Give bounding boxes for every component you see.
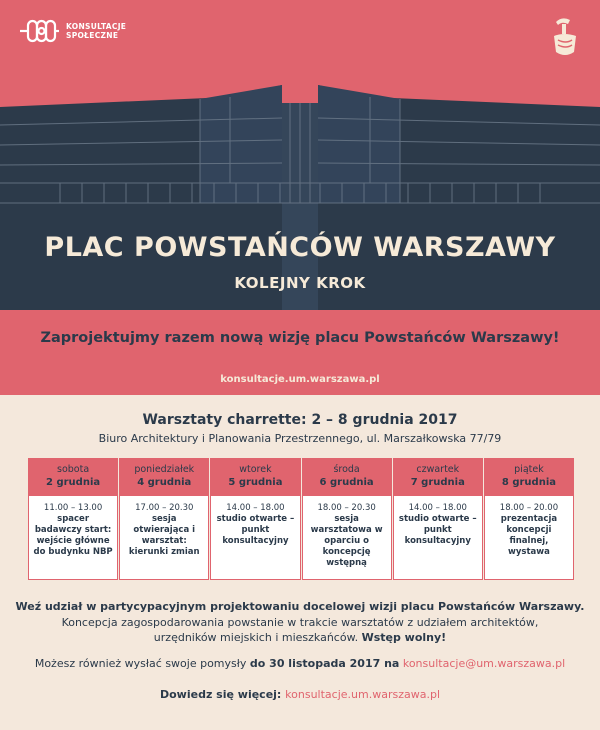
schedule-time: 14.00 – 18.00 [408, 503, 467, 513]
schedule-column-body [484, 496, 574, 580]
info-body-line-2: urzędników miejskich i mieszkańców. [153, 631, 359, 644]
schedule-day: piątek [514, 464, 544, 475]
schedule-time: 14.00 – 18.00 [226, 503, 285, 513]
logo [18, 18, 126, 44]
schedule-description: spacer badawczy start: wejście główne do budynku NBP [33, 514, 113, 557]
free-entry-text: Wstęp wolny! [361, 631, 447, 644]
page-title: PLAC POWSTAŃCÓW WARSZAWY [44, 232, 556, 263]
schedule-column [119, 458, 210, 580]
schedule-column-head [28, 458, 118, 496]
schedule-column-body [393, 496, 483, 580]
page-subtitle: KOLEJNY KROK [234, 274, 366, 292]
schedule-date: 4 grudnia [137, 477, 192, 488]
schedule-day: poniedziałek [134, 464, 195, 475]
email-link[interactable]: konsultacje@um.warszawa.pl [402, 657, 566, 670]
schedule-time: 18.00 – 20.30 [317, 503, 376, 513]
konsultacje-logo-icon [18, 18, 60, 44]
schedule-description: studio otwarte – punkt konsultacyjny [398, 514, 477, 546]
more-info [0, 688, 600, 701]
schedule-description: studio otwarte – punkt konsultacyjny [216, 514, 295, 546]
schedule-column-body [28, 496, 118, 580]
schedule-description: sesja warsztatowa w oparciu o koncepcję wstępną [310, 514, 383, 568]
schedule-date: 8 grudnia [501, 477, 556, 488]
schedule-column-head [302, 458, 392, 496]
schedule-column-head [393, 458, 483, 496]
schedule-day: sobota [57, 464, 90, 475]
schedule-column-body [119, 496, 209, 580]
send-ideas [0, 657, 600, 670]
schedule-day: środa [333, 464, 360, 475]
schedule-column-head [119, 458, 209, 496]
logo-line-2: SPOŁECZNE [66, 31, 119, 40]
schedule-description: prezentacja koncepcji finalnej, wystawa [500, 514, 558, 557]
schedule-column [484, 458, 574, 580]
workshop-title: Warsztaty charrette: 2 – 8 grudnia 2017 [142, 412, 458, 428]
send-prefix: Możesz również wysłać swoje pomysły [34, 657, 247, 670]
schedule-day: czwartek [416, 464, 460, 475]
schedule-time: 11.00 – 13.00 [43, 503, 103, 513]
info-headline: Weź udział w partycypacyjnym projektowaniu docelowej wizji placu Powstańców Warszawy. [15, 600, 585, 613]
workshop-place: Biuro Architektury i Planowania Przestrzennego, ul. Marszałkowska 77/79 [98, 432, 502, 445]
website-link-top[interactable]: konsultacje.um.warszawa.pl [220, 374, 380, 385]
info-body-line-1: Koncepcja zagospodarowania powstanie w trakcie warsztatów z udziałem architektów, [61, 616, 539, 629]
schedule-date: 7 grudnia [410, 477, 465, 488]
schedule-column [28, 458, 119, 580]
schedule-date: 2 grudnia [46, 477, 101, 488]
schedule-column-body [210, 496, 300, 580]
schedule-column-head [210, 458, 300, 496]
website-link-bottom[interactable]: konsultacje.um.warszawa.pl [285, 688, 440, 701]
schedule-time: 18.00 – 20.00 [499, 503, 559, 513]
schedule-column-body [302, 496, 392, 580]
logo-line-1: KONSULTACJE [66, 22, 127, 31]
schedule-column [210, 458, 301, 580]
logo-text [66, 22, 126, 40]
schedule-column [393, 458, 484, 580]
warsaw-mermaid-stamp-icon [546, 14, 586, 60]
more-label: Dowiedz się więcej: [159, 688, 282, 701]
info-body [0, 615, 600, 645]
schedule-column-head [484, 458, 574, 496]
schedule-time: 17.00 – 20.30 [135, 503, 194, 513]
schedule-column [302, 458, 393, 580]
schedule-date: 5 grudnia [228, 477, 283, 488]
schedule-table [28, 458, 574, 580]
tagline: Zaprojektujmy razem nową wizję placu Powstańców Warszawy! [40, 330, 560, 346]
schedule-day: wtorek [239, 464, 272, 475]
schedule-date: 6 grudnia [319, 477, 374, 488]
schedule-description: sesja otwierająca i warsztat: kierunki zmian [128, 514, 200, 557]
send-deadline: do 30 listopada 2017 na [249, 657, 400, 670]
